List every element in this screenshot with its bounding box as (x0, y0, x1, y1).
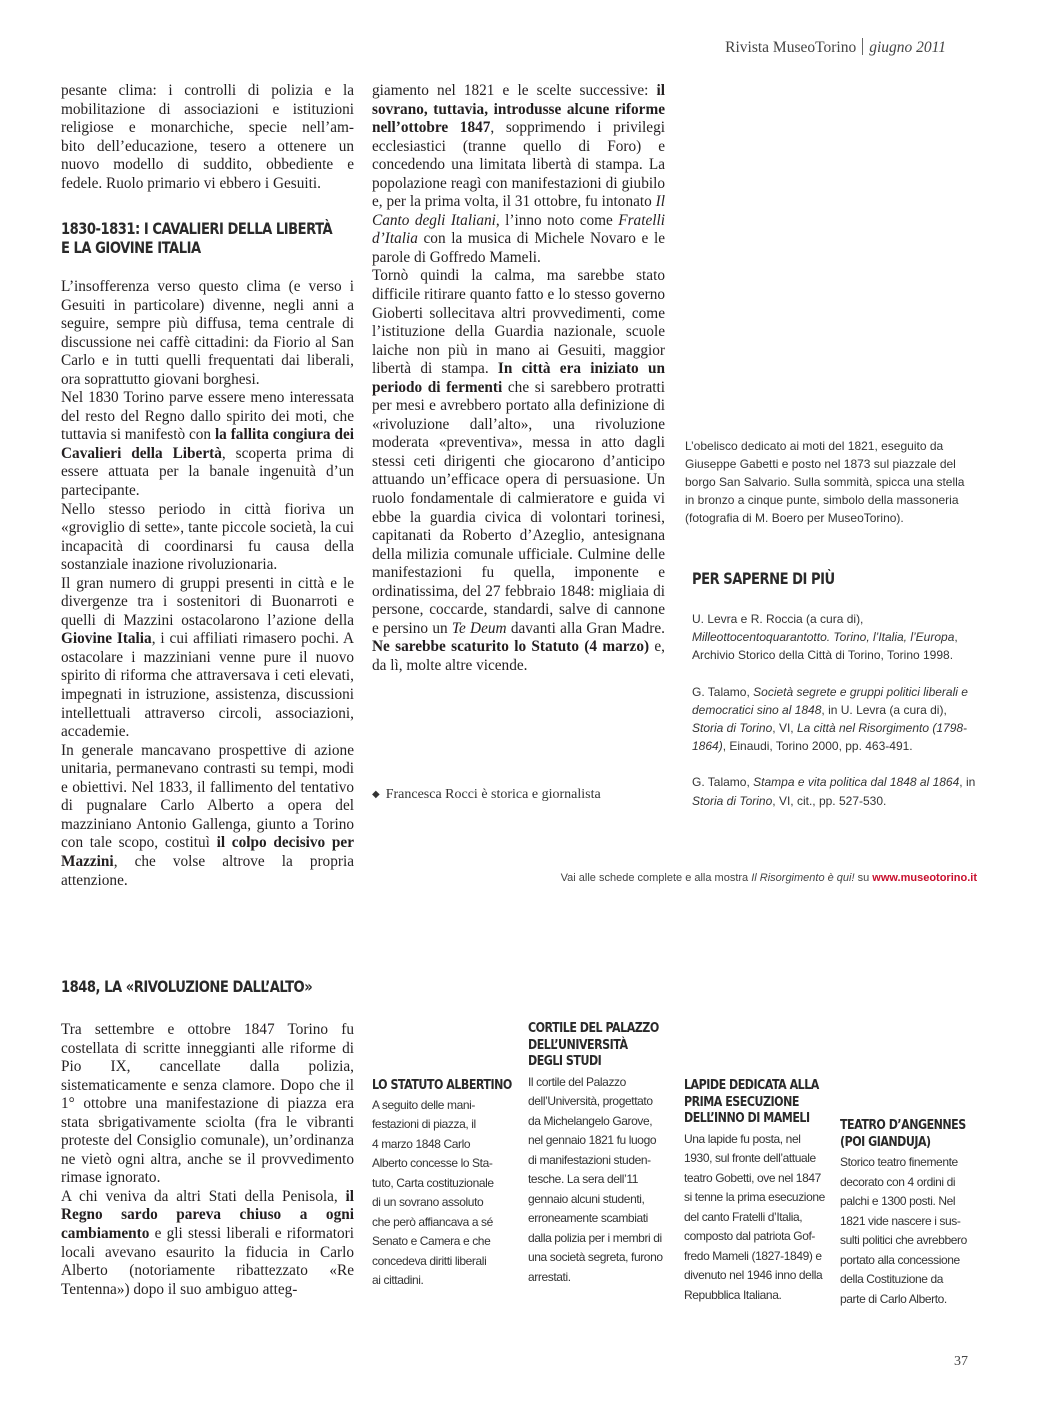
author-footnote (372, 787, 601, 803)
box-lapide-mameli (684, 1077, 844, 1305)
paragraph: A chi veniva da altri Stati della Penisola, il Regno sardo pareva chiuso a ogni cambiamento e gli stessi liberali e riformatori locali avevano esaurito la fiducia in Carlo Alberto (notoriamente ribattezzato «Re Tentenna») dopo il suo ambiguo atteg- (61, 1187, 354, 1298)
exhibit-link-line: Vai alle schede complete e alla mostra Il Risorgimento è qui! su www.museotorino.it (560, 872, 977, 884)
paragraph: In generale mancavano prospettive di azione unitaria, permanevano contrasti su tempi, modi e obiettivi. Nel 1833, il fallimento del tentativo di pugnalare Carlo Alberto a opera del mazziniano Antonio Gallenga, giunto a Torino con tale scopo, costituì il colpo decisivo per Mazzini, che volse altrove la propria attenzione. (61, 741, 354, 889)
heading-line: E LA GIOVINE ITALIA (61, 238, 201, 257)
paragraph: Tornò quindi la calma, ma sarebbe stato difficile ritirare quanto fatto e lo stesso governo Gioberti sollecitava altri provvedimenti, come l’istituzione della Guardia nazionale, scuole laiche non più in mano ai Gesuiti, maggior libertà di stampa. In città era iniziato un periodo di fermenti che si sarebbero protratti per mesi e avrebbero portato alla definizione di «rivoluzione dall’alto», una rivoluzione moderata «preventiva», messa in atto dagli stessi ceti dirigenti che giocarono d’anticipo attuando un’efficace opera di persuasione. Un ruolo fondamentale di calmieratore e guida vi ebbe la guardia civica di volontari torinesi, capitanati da Roberto d’Azeglio, antesignana della milizia comunale ufficiale. Culmine delle manifestazioni fu quella, imponente e ordinatissima, del 27 febbraio 1848: migliaia di persone, coccarde, standardi, salve di cannone e persino un Te Deum davanti alla Gran Madre. Ne sarebbe scaturito lo Statuto (4 marzo) e, da lì, molte altre vicende. (372, 267, 665, 674)
further-reading-list (692, 610, 977, 828)
text-line: religiose e monarchiche, specie nell’am- (61, 119, 354, 137)
caption-line: borgo San Salvario. Sulla sommità, spicca una stella (685, 475, 965, 489)
reference-item: G. Talamo, Stampa e vita politica dal 1848 al 1864, in Storia di Torino, VI, cit., pp. 527-530. (692, 775, 976, 808)
box-title: TEATRO D’ANGENNES (POI GIANDUJA) (840, 1117, 966, 1150)
box-text: Una lapide fu posta, nel 1930, sul fronte dell’attuale teatro Gobetti, ove nel 1847 si tenne la prima esecuzione del canto Fratelli d’Italia, composto dal patriota Gof- fredo Mameli (1827-1849) e divenuto nel 1946 inno della Repubblica Italiana. (684, 1131, 825, 1302)
section-heading-1830 (61, 219, 332, 257)
box-text: A seguito delle mani- festazioni di piazza, il 4 marzo 1848 Carlo Alberto concesse lo Sta- tuto, Carta costituzionale di un sovrano assoluto che però affiancava a sé Senato e Camera e che concedeva diritti liberali ai cittadini. (372, 1097, 494, 1287)
intro-paragraph (61, 82, 354, 193)
caption-line: Giuseppe Gabetti e posto nel 1873 sul piazzale del (685, 457, 956, 471)
heading-line: 1830-1831: I CAVALIERI DELLA LIBERTÀ (61, 219, 333, 238)
paragraph: Tra settembre e ottobre 1847 Torino fu costellata di scritte inneggianti alle riforme di Pio IX, cancellate dalla polizia, sistematicamente e senza clamore. Dopo che il 1° ottobre una manifestazione di piazza era stata sbrigativamente sciolta (fra le vibranti proteste del Consiglio comunale), un’ordinanza ne vietò ogni altra, anche se il provvedimento rimase ignorato. (61, 1021, 354, 1187)
caption-line: in bronzo a cinque punte, simbolo della massoneria (685, 493, 959, 507)
text-line: mobilitazione di associazioni e istituzioni (61, 100, 354, 118)
paragraph: Il gran numero di gruppi presenti in città e le divergenze tra i sostenitori di Buonarroti e quelli di Mazzini ostacolarono l’azione della Giovine Italia, i cui affiliati rimasero pochi. A ostacolare i mazziniani venne pure il nuovo spirito di riforma che attraversava i ceti elevati, impegnati in istruzione, assistenza, discussioni intellettuali attraverso circoli, associazioni, accademie. (61, 574, 354, 741)
box-title: LAPIDE DEDICATA ALLA PRIMA ESECUZIONE DELL’INNO DI MAMELI (684, 1077, 819, 1126)
museotorino-link[interactable]: www.museotorino.it (872, 872, 977, 884)
diamond-icon: ◆ (372, 789, 380, 800)
text-line: bito dell’educazione, tesero a ottenere un (61, 137, 354, 155)
text-line: nuovo modello di suddito, obbediente e (61, 156, 354, 174)
caption-line: L’obelisco dedicato ai moti del 1821, eseguito da (685, 439, 944, 453)
magazine-name: Rivista MuseoTorino (725, 39, 857, 56)
footnote-text: Francesca Rocci è storica e giornalista (385, 787, 601, 802)
header-divider (862, 38, 863, 55)
text-line: fedele. Ruolo primario vi ebbero i Gesuiti. (61, 174, 321, 192)
text-line: pesante clima: i controlli di polizia e la (61, 82, 354, 99)
box-title: LO STATUTO ALBERTINO (372, 1077, 512, 1093)
reference-item: U. Levra e R. Roccia (a cura di), Milleottocentoquarantotto. Torino, l’Italia, l’Europa, Archivio Storico della Città di Torino, Torino 1998. (692, 612, 958, 663)
page-number: 37 (954, 1354, 968, 1369)
paragraph: Nello stesso periodo in città fioriva un «groviglio di sette», tante piccole società, la cui incapacità di coordinarsi fu causa della sostanziale inazione rivoluzionaria. (61, 500, 354, 574)
photo-caption (685, 437, 969, 527)
paragraph: L’insofferenza verso questo clima (e verso i Gesuiti in particolare) divenne, negli anni a seguire, sempre più diffusa, tema centrale di discussione nei caffè cittadini: da Fiorio al San Carlo e in tutti quelli frequentati dai liberali, ora soprattutto giovani borghesi. (61, 278, 354, 388)
further-reading-heading: PER SAPERNE DI PIÙ (692, 569, 835, 588)
reference-item: G. Talamo, Società segrete e gruppi politici liberali e democratici sino al 1848, in U. Levra (a cura di), Storia di Torino, VI, La città nel Risorgimento (1798-1864), Einaudi, Torino 2000, pp. 463-491. (692, 684, 968, 754)
box-title: CORTILE DEL PALAZZO DELL’UNIVERSITÀ DEGLI STUDI (528, 1020, 659, 1069)
section-1830-body (61, 278, 354, 890)
box-text: Storico teatro finemente decorato con 4 ordini di palchi e 1300 posti. Nel 1821 vide nascere i sus- sulti politici che avrebbero portato alla concessione della Costituzione da parte di Carlo Alberto. (840, 1155, 967, 1306)
running-head (725, 38, 946, 57)
caption-line: (fotografia di M. Boero per MuseoTorino). (685, 511, 904, 525)
exhibit-title: Il Risorgimento è qui! (751, 872, 855, 884)
box-cortile-universita (528, 1020, 688, 1287)
box-statuto-albertino (372, 1077, 532, 1291)
box-text: Il cortile del Palazzo dell’Università, progettato da Michelangelo Garove, nel gennaio 1821 fu luogo di manifestazioni studen- tesche. La sera dell’11 gennaio alcuni studenti, erroneamente scambiati dalla polizia per i membri di una società segreta, furono arrestati. (528, 1074, 663, 1284)
issue-date: giugno 2011 (869, 39, 946, 56)
paragraph: giamento nel 1821 e le scelte successive: il sovrano, tuttavia, introdusse alcune riforme nell’ottobre 1847, sopprimendo i privilegi ecclesiastici (tranne quello di Foro) e concedendo una limitata libertà di stampa. La popolazione reagì con manifestazioni di giubilo e, per la prima volta, il 31 ottobre, fu intonato Il Canto degli Italiani, l’inno noto come Fratelli d’Italia con la musica di Michele Novaro e le parole di Goffredo Mameli. (372, 82, 665, 266)
section-heading-1848: 1848, LA «RIVOLUZIONE DALL’ALTO» (61, 977, 313, 996)
box-teatro-angennes (840, 1117, 1000, 1309)
section-1848-body (61, 1021, 354, 1299)
column-2-body (372, 82, 665, 676)
paragraph: Nel 1830 Torino parve essere meno interessata del resto del Regno dallo spirito dei moti, che tuttavia si manifestò con la fallita congiura dei Cavalieri della Libertà, scoperta prima di essere attuata per la banale ingenuità d’un partecipante. (61, 389, 355, 500)
